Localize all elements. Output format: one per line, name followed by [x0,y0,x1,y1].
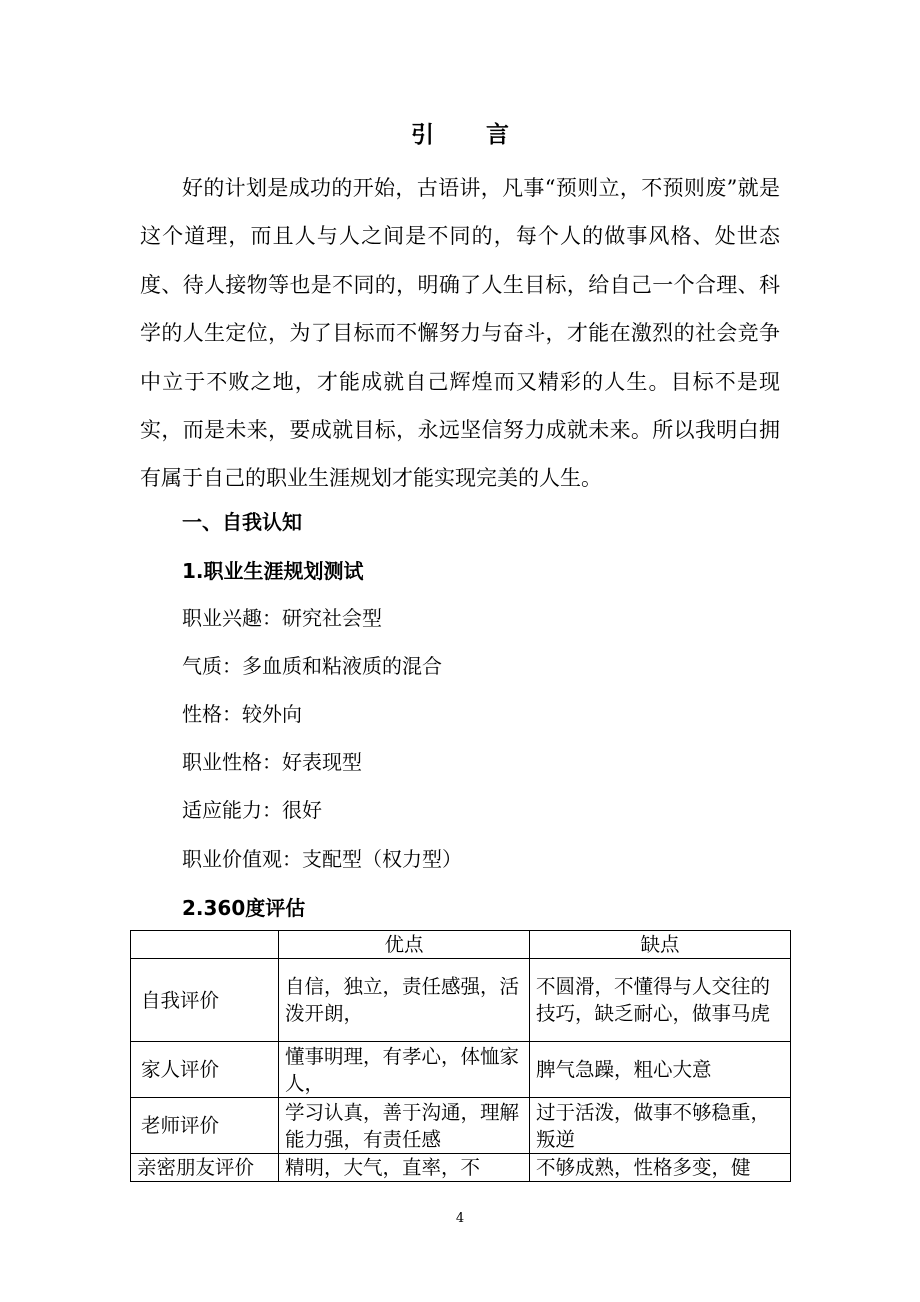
test-result-interest: 职业兴趣：研究社会型 [182,606,382,630]
page-number: 4 [455,1211,465,1226]
row-label: 老师评价 [131,1098,279,1154]
row-label: 家人评价 [131,1042,279,1098]
table-header-pros: 优点 [279,931,530,959]
pros-cell: 学习认真，善于沟通，理解能力强，有责任感 [279,1098,530,1154]
table-header-cons: 缺点 [530,931,791,959]
table-row [131,1042,791,1098]
cons-cell: 脾气急躁，粗心大意 [530,1042,791,1098]
cons-cell: 不圆滑，不懂得与人交往的技巧，缺乏耐心，做事马虎 [530,959,791,1042]
test-result-career-values: 职业价值观：支配型（权力型） [182,847,462,871]
test-result-temperament: 气质：多血质和粘液质的混合 [182,654,442,678]
subsection-heading-360-evaluation: 2.360度评估 [182,896,306,920]
cons-cell: 不够成熟，性格多变，健 [530,1154,791,1182]
pros-cell: 懂事明理，有孝心，体恤家人， [279,1042,530,1098]
table-row [131,1098,791,1154]
test-result-personality: 性格：较外向 [182,702,302,726]
pros-cell: 精明，大气，直率，不 [279,1154,530,1182]
table-header-empty [131,931,279,959]
test-result-career-personality: 职业性格：好表现型 [182,750,362,774]
test-result-adaptability: 适应能力：很好 [182,798,322,822]
evaluation-table [130,930,791,1182]
table-header-row [131,931,791,959]
intro-paragraph: 好的计划是成功的开始，古语讲，凡事“预则立，不预则废”就是这个道理，而且人与人之间是不同的，每个人的做事风格、处世态度、待人接物等也是不同的，明确了人生目标，给自己一个合理、科学的人生定位，为了目标而不懈努力与奋斗，才能在激烈的社会竞争中立于不败之地，才能成就自己辉煌而又精彩的人生。目标不是现实，而是未来，要成就目标，永远坚信努力成就未来。所以我明白拥有属于自己的职业生涯规划才能实现完美的人生。 [140,176,780,491]
table-row [131,959,791,1042]
subsection-heading-career-test: 1.职业生涯规划测试 [182,559,364,583]
page-title: 引 言 [410,122,531,148]
row-label: 自我评价 [131,959,279,1042]
section-heading-self-awareness: 一、自我认知 [182,510,302,534]
table-row [131,1154,791,1182]
row-label: 亲密朋友评价 [131,1154,279,1182]
pros-cell: 自信，独立，责任感强，活泼开朗， [279,959,530,1042]
cons-cell: 过于活泼，做事不够稳重，叛逆 [530,1098,791,1154]
